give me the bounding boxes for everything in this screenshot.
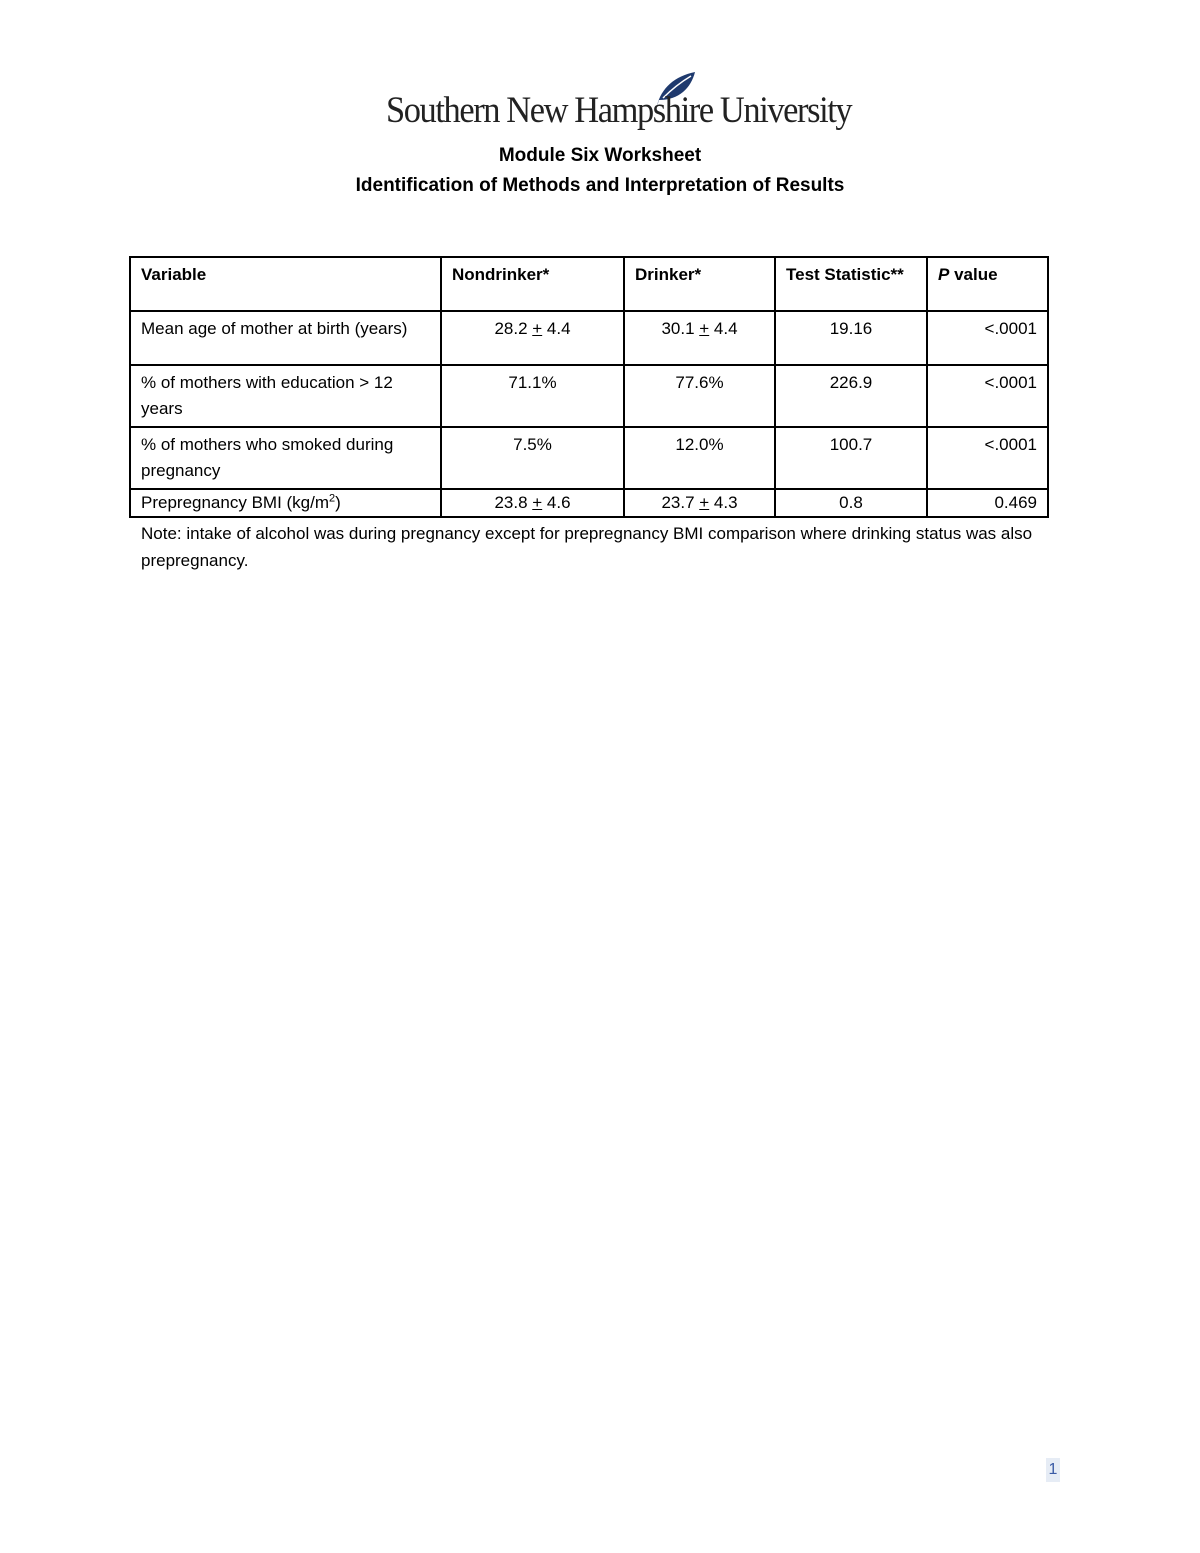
results-table xyxy=(129,256,1049,518)
table-note: Note: intake of alcohol was during pregnancy except for prepregnancy BMI comparison where drinking status was also prepregnancy. xyxy=(141,524,1033,570)
p-italic: P xyxy=(938,265,950,284)
nondrinker-cell: 71.1% xyxy=(441,365,624,427)
drinker-cell: 77.6% xyxy=(624,365,775,427)
mean: 23.7 xyxy=(661,493,700,512)
mean: 28.2 xyxy=(494,319,533,338)
drinker-cell xyxy=(624,489,775,517)
variable-text-end: ) xyxy=(335,493,341,512)
p-cell: <.0001 xyxy=(927,365,1048,427)
header-drinker: Drinker* xyxy=(624,257,775,311)
header-variable: Variable xyxy=(130,257,441,311)
table-header-row xyxy=(130,257,1048,311)
plus-minus: + xyxy=(532,493,543,512)
nondrinker-cell xyxy=(441,311,624,365)
mean: 23.8 xyxy=(494,493,533,512)
variable-cell xyxy=(130,489,441,517)
nondrinker-cell xyxy=(441,489,624,517)
header-p-value xyxy=(927,257,1048,311)
variable-text: Prepregnancy BMI (kg/m xyxy=(141,493,330,512)
table-row xyxy=(130,427,1048,489)
university-logo xyxy=(386,70,852,136)
table-row xyxy=(130,365,1048,427)
nondrinker-cell: 7.5% xyxy=(441,427,624,489)
logo-text: Southern New Hampshire University xyxy=(386,90,852,131)
stat-cell: 226.9 xyxy=(775,365,927,427)
p-cell: <.0001 xyxy=(927,311,1048,365)
variable-cell: Mean age of mother at birth (years) xyxy=(130,311,441,365)
worksheet-subtitle: Identification of Methods and Interpretation of Results xyxy=(355,175,845,196)
variable-cell: % of mothers who smoked during pregnancy xyxy=(130,427,441,489)
drinker-cell xyxy=(624,311,775,365)
drinker-cell: 12.0% xyxy=(624,427,775,489)
sd: 4.4 xyxy=(542,319,571,338)
plus-minus: + xyxy=(699,319,710,338)
mean: 30.1 xyxy=(661,319,700,338)
superscript: 2 xyxy=(329,492,336,505)
plus-minus: + xyxy=(532,319,543,338)
p-rest: value xyxy=(949,265,998,284)
p-cell: <.0001 xyxy=(927,427,1048,489)
page-number: 1 xyxy=(1046,1458,1060,1482)
sd: 4.6 xyxy=(542,493,571,512)
content-area xyxy=(129,256,1049,574)
header-test-statistic: Test Statistic** xyxy=(775,257,927,311)
stat-cell: 19.16 xyxy=(775,311,927,365)
plus-minus: + xyxy=(699,493,710,512)
worksheet-title: Module Six Worksheet xyxy=(498,145,702,166)
sd: 4.3 xyxy=(709,493,738,512)
table-row xyxy=(130,311,1048,365)
header-nondrinker: Nondrinker* xyxy=(441,257,624,311)
sd: 4.4 xyxy=(709,319,738,338)
variable-cell: % of mothers with education > 12 years xyxy=(130,365,441,427)
stat-cell: 100.7 xyxy=(775,427,927,489)
table-row xyxy=(130,489,1048,517)
p-cell: 0.469 xyxy=(927,489,1048,517)
stat-cell: 0.8 xyxy=(775,489,927,517)
